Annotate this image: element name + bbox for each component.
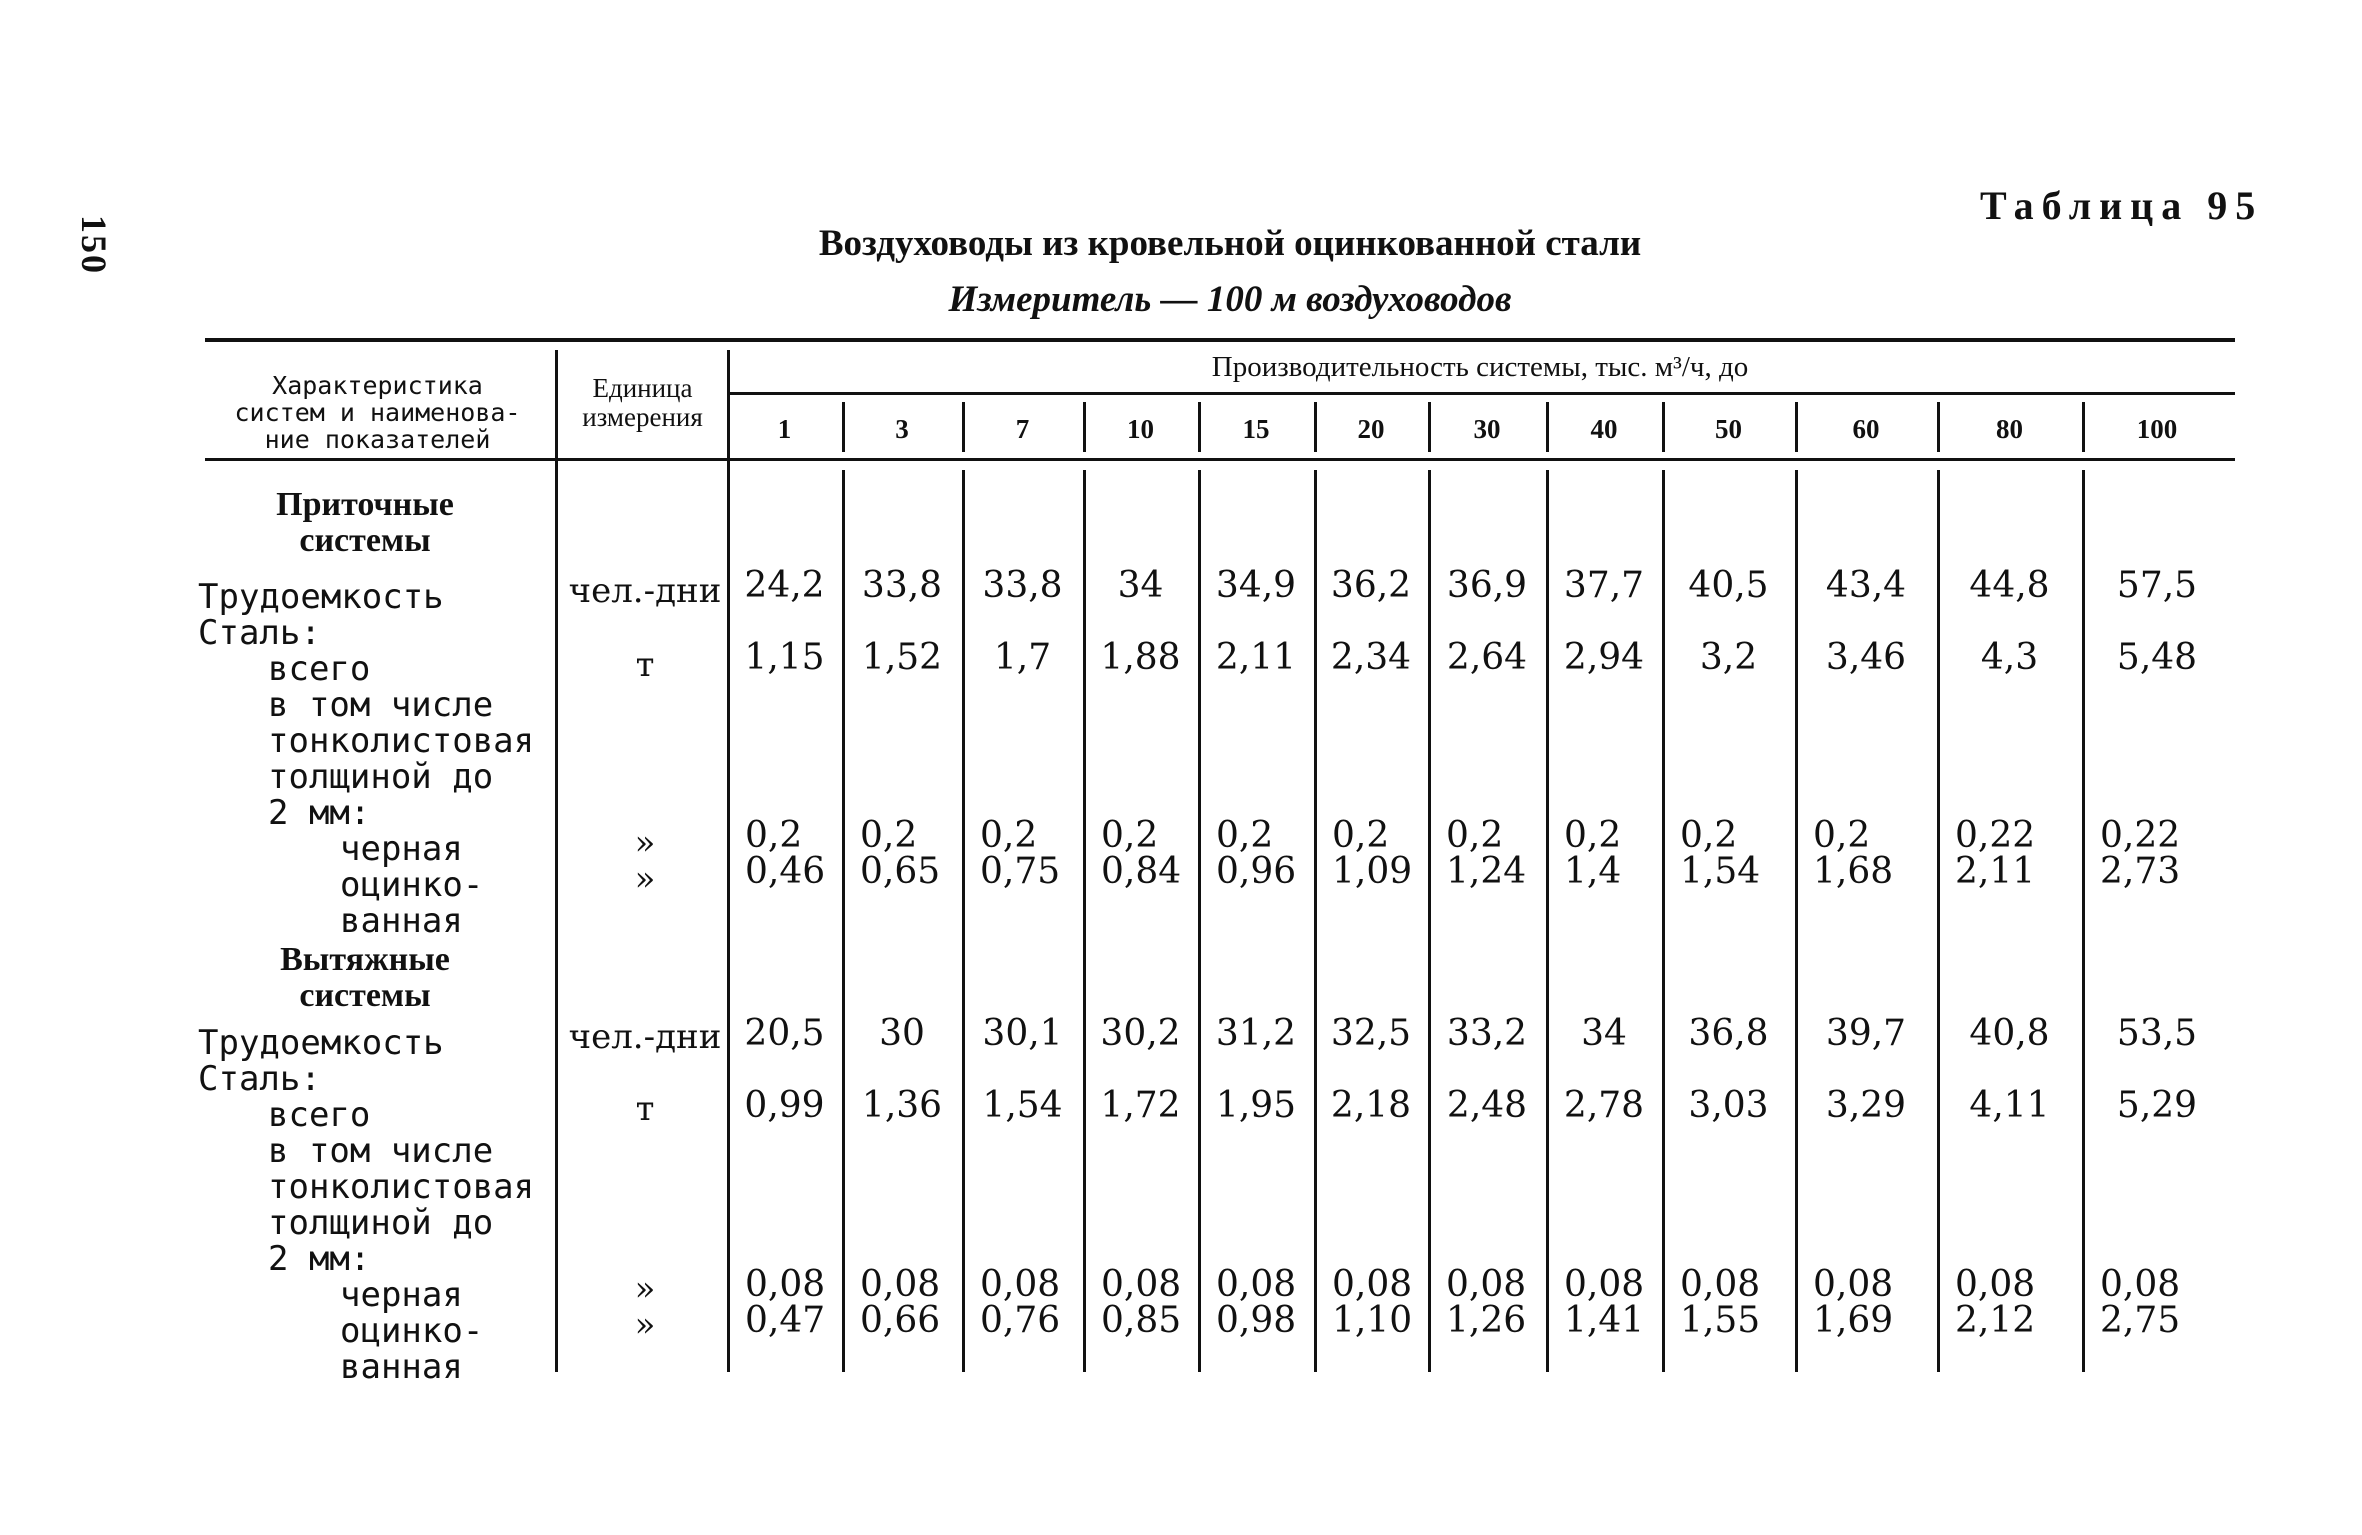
labor-value: 33,8 <box>861 565 943 606</box>
steel-total-value: 2,18 <box>1330 1085 1412 1126</box>
labor-value: 40,8 <box>1969 1013 2050 1054</box>
galvanized-steel-value: 1,55 <box>1680 1300 1761 1341</box>
labor-value: 30,2 <box>1100 1013 1181 1054</box>
column-divider <box>962 470 965 1372</box>
black-steel-value: 0,08 <box>1101 1264 1182 1305</box>
section-supply-title <box>195 487 535 559</box>
galvanized-steel-value: 2,11 <box>1955 851 2036 892</box>
black-steel-value: 0,08 <box>745 1264 826 1305</box>
labor-value: 30 <box>879 1013 925 1054</box>
header-char-line-3: ние показателей <box>264 425 491 454</box>
column-divider <box>842 470 845 1372</box>
column-divider <box>1428 470 1431 1372</box>
black-steel-value: 0,22 <box>2100 815 2181 856</box>
column-header: 3 <box>895 414 909 444</box>
black-steel-value: 0,08 <box>1216 1264 1297 1305</box>
unit-galvanized: » <box>634 859 656 899</box>
row-label-galvanized: оцинко- <box>340 865 484 905</box>
column-header: 80 <box>1996 414 2023 444</box>
labor-value: 40,5 <box>1688 565 1769 606</box>
labor-value: 34,9 <box>1215 565 1297 606</box>
column-divider <box>1795 470 1798 1372</box>
column-header: 15 <box>1242 414 1270 444</box>
header-column-divider <box>2082 402 2085 452</box>
row-label-steel: Сталь: <box>198 1059 321 1099</box>
galvanized-steel-value: 1,41 <box>1564 1300 1645 1341</box>
black-steel-value: 0,08 <box>980 1264 1061 1305</box>
row-label-total: всего <box>268 1095 371 1135</box>
steel-total-value: 1,15 <box>744 637 825 678</box>
column-header: 1 <box>777 414 792 444</box>
black-steel-value: 0,2 <box>1216 815 1274 856</box>
steel-total-value: 3,2 <box>1699 637 1758 678</box>
header-unit-line-2: измерения <box>582 402 703 433</box>
section-title-line: системы <box>299 977 431 1015</box>
galvanized-steel-value: 1,54 <box>1680 851 1761 892</box>
black-steel-value: 0,2 <box>980 815 1038 856</box>
steel-total-value: 2,94 <box>1563 637 1645 678</box>
galvanized-steel-value: 2,12 <box>1955 1300 2036 1341</box>
header-unit <box>560 374 725 432</box>
header-column-divider <box>1314 402 1317 452</box>
row-label-including: толщиной до <box>268 1203 494 1243</box>
column-header: 100 <box>2136 414 2178 444</box>
section-title-line: Приточные <box>276 486 454 523</box>
steel-total-value: 5,29 <box>2116 1085 2198 1126</box>
steel-total-value: 1,95 <box>1215 1085 1297 1126</box>
unit-labor: чел.-дни <box>568 1017 722 1057</box>
labor-value: 57,5 <box>2116 565 2198 606</box>
steel-total-value: 4,11 <box>1969 1085 2050 1126</box>
galvanized-steel-value: 1,26 <box>1446 1300 1527 1341</box>
steel-total-value: 2,64 <box>1446 637 1528 678</box>
header-column-divider <box>842 402 845 452</box>
galvanized-steel-value: 0,85 <box>1101 1300 1182 1341</box>
galvanized-steel-value: 0,47 <box>745 1300 826 1341</box>
galvanized-steel-value: 1,4 <box>1564 851 1622 892</box>
header-performance: Производительность системы, тыс. м³/ч, до <box>1211 351 1749 383</box>
galvanized-steel-value: 0,96 <box>1216 851 1297 892</box>
black-steel-value: 0,2 <box>1813 815 1871 856</box>
galvanized-steel-value: 0,76 <box>980 1300 1061 1341</box>
table-title: Воздуховоды из кровельной оцинкованной стали <box>818 223 1642 264</box>
header-column-divider <box>962 402 965 452</box>
steel-total-value: 5,48 <box>2116 637 2198 678</box>
column-header: 30 <box>1473 414 1501 444</box>
galvanized-steel-value: 0,75 <box>980 851 1061 892</box>
column-header: 10 <box>1127 414 1154 444</box>
labor-value: 36,8 <box>1688 1013 1769 1054</box>
unit-black: » <box>634 1269 656 1309</box>
black-steel-value: 0,08 <box>1446 1264 1527 1305</box>
labor-value: 33,8 <box>982 565 1063 606</box>
row-label-including: 2 мм: <box>268 1239 371 1279</box>
column-divider <box>2082 470 2085 1372</box>
labor-value: 34 <box>1117 565 1164 606</box>
steel-total-value: 3,03 <box>1688 1085 1769 1126</box>
header-column-divider <box>1662 402 1665 452</box>
black-steel-value: 0,08 <box>2100 1264 2181 1305</box>
row-label-including: тонколистовая <box>268 721 535 761</box>
header-column-divider <box>1937 402 1940 452</box>
top-rule <box>205 338 2235 342</box>
black-steel-value: 0,08 <box>1813 1264 1894 1305</box>
perf-rule <box>730 392 2235 395</box>
black-steel-value: 0,08 <box>860 1264 941 1305</box>
labor-value: 36,9 <box>1446 565 1528 606</box>
labor-value: 53,5 <box>2116 1013 2198 1054</box>
galvanized-steel-value: 1,68 <box>1813 851 1894 892</box>
unit-galvanized: » <box>634 1305 656 1345</box>
table-label: Таблица 95 <box>1980 183 2264 228</box>
steel-total-value: 1,72 <box>1100 1085 1181 1126</box>
steel-total-value: 0,99 <box>744 1085 825 1126</box>
row-label-including: тонколистовая <box>268 1167 535 1207</box>
labor-value: 44,8 <box>1969 565 2050 606</box>
labor-value: 32,5 <box>1330 1013 1412 1054</box>
unit-total: т <box>635 645 655 685</box>
galvanized-steel-value: 0,65 <box>860 851 941 892</box>
steel-total-value: 2,78 <box>1563 1085 1645 1126</box>
header-column-divider <box>1795 402 1798 452</box>
black-steel-value: 0,2 <box>860 815 918 856</box>
steel-total-value: 2,48 <box>1446 1085 1528 1126</box>
column-divider <box>1198 470 1201 1372</box>
galvanized-steel-value: 1,09 <box>1332 851 1413 892</box>
steel-total-value: 1,52 <box>861 637 943 678</box>
page-number: 150 <box>74 215 114 275</box>
steel-total-value: 3,29 <box>1825 1085 1907 1126</box>
header-char-line-1: Характеристика <box>272 371 483 400</box>
black-steel-value: 0,2 <box>1101 815 1159 856</box>
header-characteristic <box>195 372 560 453</box>
column-header: 60 <box>1852 414 1880 444</box>
row-label-including: в том числе <box>268 1131 494 1171</box>
row-label-galvanized: оцинко- <box>340 1311 484 1351</box>
steel-total-value: 2,11 <box>1215 637 1297 678</box>
row-label-including: 2 мм: <box>268 793 371 833</box>
row-label-labor: Трудоемкость <box>198 577 444 617</box>
galvanized-steel-value: 2,73 <box>2100 851 2181 892</box>
column-divider <box>1937 470 1940 1372</box>
column-divider <box>1546 470 1549 1372</box>
black-steel-value: 0,2 <box>1680 815 1738 856</box>
galvanized-steel-value: 1,24 <box>1446 851 1527 892</box>
column-header: 20 <box>1357 414 1385 444</box>
row-label-including: толщиной до <box>268 757 494 797</box>
row-label-black: черная <box>340 829 463 869</box>
column-header: 7 <box>1015 414 1030 444</box>
steel-total-value: 1,36 <box>861 1085 943 1126</box>
section-exhaust-title <box>195 942 535 1014</box>
labor-value: 36,2 <box>1330 565 1412 606</box>
black-steel-value: 0,08 <box>1955 1264 2036 1305</box>
table-subtitle: Измеритель — 100 м воздуховодов <box>948 279 1512 320</box>
steel-total-value: 4,3 <box>1980 637 2039 678</box>
row-label-steel: Сталь: <box>198 613 321 653</box>
column-divider <box>1083 470 1086 1372</box>
column-header: 40 <box>1590 414 1618 444</box>
header-bottom-rule <box>205 458 2235 461</box>
labor-value: 39,7 <box>1825 1013 1907 1054</box>
black-steel-value: 0,2 <box>1446 815 1504 856</box>
steel-total-value: 1,7 <box>993 637 1052 678</box>
labor-value: 34 <box>1581 1013 1627 1054</box>
unit-total: т <box>635 1089 655 1129</box>
black-steel-value: 0,08 <box>1332 1264 1413 1305</box>
column-header: 50 <box>1715 414 1742 444</box>
galvanized-steel-value: 2,75 <box>2100 1300 2181 1341</box>
black-steel-value: 0,08 <box>1564 1264 1645 1305</box>
galvanized-steel-value: 0,66 <box>860 1300 941 1341</box>
galvanized-steel-value: 0,98 <box>1216 1300 1297 1341</box>
row-label-galvanized: ванная <box>340 901 463 941</box>
steel-total-value: 3,46 <box>1825 637 1907 678</box>
row-label-total: всего <box>268 649 371 689</box>
galvanized-steel-value: 0,84 <box>1101 851 1182 892</box>
section-title-line: Вытяжные <box>280 941 450 978</box>
black-steel-value: 0,22 <box>1955 815 2036 856</box>
labor-value: 20,5 <box>744 1013 825 1054</box>
labor-value: 37,7 <box>1563 565 1645 606</box>
labor-value: 33,2 <box>1446 1013 1528 1054</box>
column-divider <box>1314 470 1317 1372</box>
black-steel-value: 0,2 <box>1564 815 1622 856</box>
labor-value: 43,4 <box>1825 565 1907 606</box>
column-divider <box>555 350 558 1372</box>
header-column-divider <box>1546 402 1549 452</box>
unit-black: » <box>634 823 656 863</box>
labor-value: 24,2 <box>744 565 825 606</box>
row-label-galvanized: ванная <box>340 1347 463 1387</box>
black-steel-value: 0,08 <box>1680 1264 1761 1305</box>
column-divider <box>1662 470 1665 1372</box>
header-unit-line-1: Единица <box>592 373 693 403</box>
header-char-line-2: систем и наименова- <box>234 398 521 427</box>
unit-labor: чел.-дни <box>568 571 722 611</box>
galvanized-steel-value: 1,69 <box>1813 1300 1894 1341</box>
section-title-line: системы <box>299 522 431 560</box>
labor-value: 31,2 <box>1215 1013 1297 1054</box>
steel-total-value: 1,54 <box>982 1085 1063 1126</box>
header-column-divider <box>1428 402 1431 452</box>
column-divider <box>727 350 730 1372</box>
labor-value: 30,1 <box>982 1013 1063 1054</box>
header-column-divider <box>1083 402 1086 452</box>
row-label-black: черная <box>340 1275 463 1315</box>
steel-total-value: 1,88 <box>1100 637 1181 678</box>
galvanized-steel-value: 1,10 <box>1332 1300 1413 1341</box>
row-label-including: в том числе <box>268 685 494 725</box>
header-column-divider <box>1198 402 1201 452</box>
row-label-labor: Трудоемкость <box>198 1023 444 1063</box>
black-steel-value: 0,2 <box>1332 815 1390 856</box>
black-steel-value: 0,2 <box>745 815 803 856</box>
galvanized-steel-value: 0,46 <box>745 851 826 892</box>
steel-total-value: 2,34 <box>1330 637 1412 678</box>
